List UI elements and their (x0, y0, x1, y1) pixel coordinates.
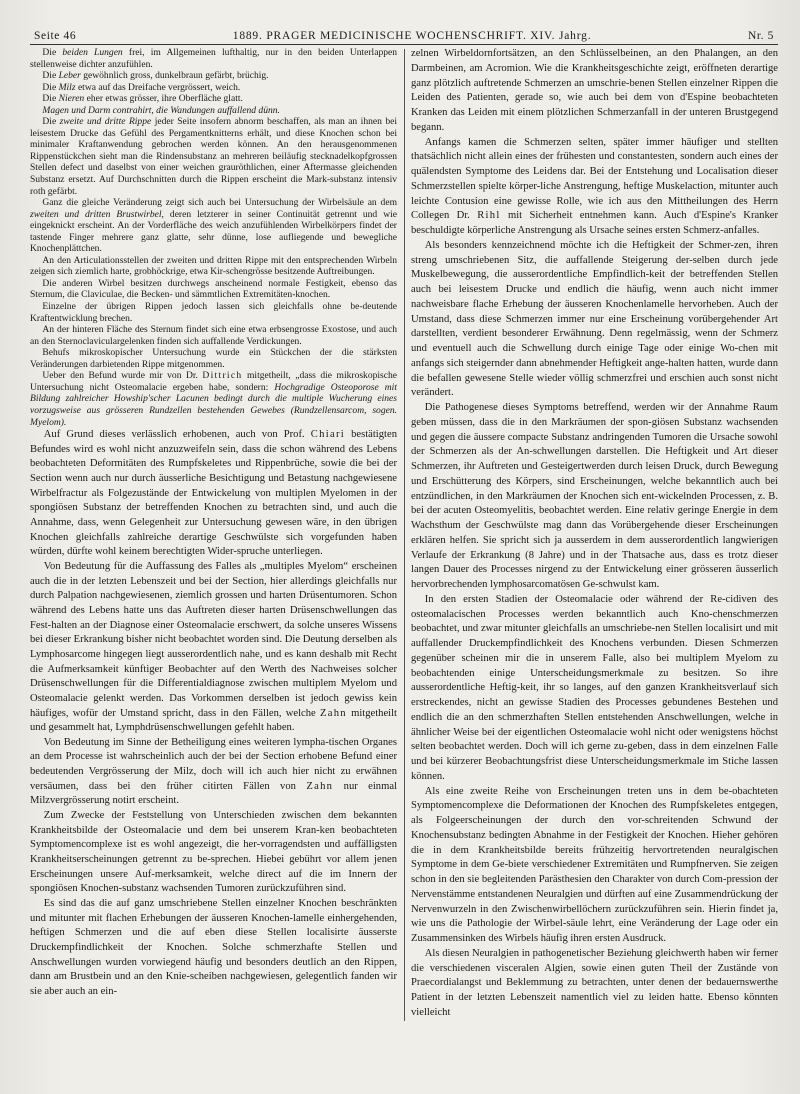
finding-ribs: Die zweite und dritte Rippe jeder Seite insofern abnorm beschaffen, als man an ihnen bei leisestem Drucke das Gefühl des Pergamentknitterns erhält, und diese Knochen schon bei minimaler Kraftanwendung gebrochen werden können. An den herausgenommenen Rippenstückchen sieht man die Rindensubstanz an mehreren beiläufig stecknadelkopfgrossen Stellen defect und daselbst von einer weichen grauröthlichen, einer Aftermasse gleichenden Substanz ersetzt. Auf Durchschnitten durch die Rippen erscheint die Mark-substanz intensiv roth gefärbt. (30, 116, 397, 197)
paragraph: Als eine zweite Reihe von Erscheinungen treten uns in dem be-obachteten Symptomencomplexe die Deformationen der Knochen des Rumpfskeletes entgegen, als Folgeerscheinungen der durch den vor-schreitenden Schwund der Knochensubstanz bedingten Abnahme in der Festigkeit der Knochen. Hieher gehören die in dem Krankheitsbilde bereits frühzeitig hervortretenden neuralgischen Symptome in dem Ge-biete verschiedener Extremitäten und Rumpfnerven. Sie zeigen schon in den sie begleitenden Parästhesien den Charakter von durch Com-pression der Nervenstämme entstandenen Neuralgien und dürften auf eine Zusammendrückung der Nervenwurzeln in den Zwischenwirbellöchern zurückzuführen sein. Hierin findet ja, wie uns die Pathologie der Wirbel-säule lehrt, eine Veränderung der Lage oder ein Zusammensinken des Wirbels häufig ihren ersten Ausdruck. (411, 785, 778, 944)
paragraph: Als diesen Neuralgien in pathogenetischer Beziehung gleichwerth haben wir ferner die verschiedenen visceralen Algien, sowie einen guten Theil der Zustände von Praecordialangst und Beklemmung zu betrachten, unter denen der bedauernswerthe Patient in der letzten Lebenszeit namentlich viel zu leiden hatte. Ebenso könnten vielleicht (411, 947, 778, 1018)
finding-spine: Ganz die gleiche Veränderung zeigt sich auch bei Untersuchung der Wirbelsäule an dem zweiten und dritten Brustwirbel, deren letzterer in seiner Continuität getrennt und wie eingeknickt erscheint. An der Vorderfläche des weich anzufühlenden Wirbelkörpers findet der tastende Finger mehrere ganz glatte, sehr dünne, lose aufliegende und bewegliche Knochenplättchen. (30, 197, 397, 255)
right-column (411, 47, 778, 1021)
paragraph: Es sind das die auf ganz umschriebene Stellen einzelner Knochen beschränkten und mitunter mit flachen Erhebungen der äusseren Knochen-lamelle einhergehenden, heftigen Schmerzen und die auf eben diese Stellen localisirte äusserste Druckempfindlichkeit der Knochen. Solche schmerzhafte Stellen und Anschwellungen wurden vorwiegend häufig und besonders deutlich an den Rippen, dann am Brustbein und an den Knie-scheiben nachgewiesen, gelegentlich fanden wir sie aber auch an ein- (30, 898, 397, 997)
page-number: Seite 46 (34, 30, 77, 42)
paragraph: Auf Grund dieses verlässlich erhobenen, auch von Prof. Chiari bestätigten Befundes wird es wohl nicht anzuzweifeln sein, dass die schon während des Lebens beobachteten Deformitäten des Rumpfskeletes und Rippenbrüche, sowie die bei der Section wenn auch nur durch äusserliche Besichtigung und Betastung nachgewiesene Wirbelfractur als Folgezustände der Entwickelung von multiplen Myelomen in der spongiösen Substanz der betreffenden Knochen zu betrachten sind, und auch die Annahme, dass, wenn Gelegenheit zur Untersuchung gewesen wäre, in den übrigen Knochen gleichfalls zahlreiche derartige Geschwülste sich vorgefunden haben würden, dürfte wohl keinem berechtigten Wider-spruche unterliegen. (30, 429, 397, 558)
paragraph: Anfangs kamen die Schmerzen selten, später immer häufiger und stellten thatsächlich nicht allein eines der frühesten und constantesten, sondern auch eines der quälendsten Symptome des Leidens dar. Bei der Entstehung und Localisation dieser Schmerzstellen spielte körper-liche Anstrengung, heftige Muskelaction, mitunter auch leichte Contusion eine gewisse Rolle, wie ich aus den Mittheilungen des Herrn Collegen Dr. Rihl mit Sicherheit entnehmen kann. Auch d'Espine's Kranker beschuldigte körperliche Anstrengung als Ursache seines ersten Schmerz-anfalles. (411, 136, 778, 236)
paragraph: In den ersten Stadien der Osteomalacie oder während der Re-cidiven des osteomalacischen Processes werden bekanntlich auch Kno-chenschmerzen beobachtet, und zwar mitunter gleichfalls an umschriebe-nen Stellen localisirt und mit auffallender Druckempfindlichkeit des Knochens verbunden. Diesen Schmerzen gegenüber scheinen mir die in unserem Falle, also bei multiplem Myelom zu beobachtenden einige Unterscheidungsmerkmale zu besitzen. So ihre ausserordentliche Heftig-keit, ihr so langes, auf den ganzen Krankheitsverlauf sich erstreckendes, nicht an gewisse Stadien des Processes gebundenes Bestehen und endlich die an den schmerzhaften Stellen entstehenden Anschwellungen, welche in ähnlicher Weise bei der eigentlichen Osteomalacie wohl nicht oder wenigstens höchst selten beobachtet werden. Doch will ich gerne zu-geben, dass in dem einzelnen Falle und bei kürzerer Beobachtungsfrist diese Unterscheidungsmerkmale im Stiche lassen können. (411, 593, 778, 782)
finding-other-ribs: Einzelne der übrigen Rippen jedoch lassen sich gleichfalls ohne be-deutende Kraftentwicklung brechen. (30, 301, 397, 324)
paragraph: Von Bedeutung für die Auffassung des Falles als „multiples Myelom“ erscheinen auch die in der letzten Lebenszeit und bei der Section, hier allerdings gleichfalls nur durch Palpation nachgewiesenen, ziemlich grossen und harten Drüsentumoren. Schon während des Lebens hatte uns das Auftreten dieser harten Drüsenschwellungen das Fest-halten an der Diagnose einer Osteomalacie erschwert, da solche unseres Wissens bei dieser Erkrankung bisher nicht beobachtet worden sind. Die Deutung derselben als Lymphosarcome hingegen liegt ausserordentlich nahe, und es kann deshalb mit Recht die Aufmerksamkeit künftiger Beobachter auf den Werth des Nachweises solcher Drüsenschwellungen für die Differentialdiagnose zwischen multiplem Myelom und Osteomalacie gelenkt werden. Das Vorkommen derselben ist jedoch gewiss kein häufiges, wofür der Umstand spricht, dass in den Fällen, welche Zahn mitgetheilt und gesammelt hat, Lymphdrüsenschwellungen gefehlt haben. (30, 560, 397, 734)
finding-diagnosis: Ueber den Befund wurde mir von Dr. Dittrich mitgetheilt, „dass die mikroskopische Untersuchung nicht Osteomalacie ergeben habe, sondern: Hochgradige Osteoporose mit Bildung zahlreicher Howship'scher Lacunen bedingt durch die multiple Wucherung eines vorzugsweise aus grösseren Rundzellen bestehenden Gewebes (Rundzellensarcom, sogen. Myelom). (30, 370, 397, 428)
finding-sternum: An der hinteren Fläche des Sternum findet sich eine etwa erbsengrosse Exostose, und auch an den Sternoclaviculargelenken finden sich auffallende Verdickungen. (30, 324, 397, 347)
finding-articulations: An den Articulationsstellen der zweiten und dritten Rippe mit den entsprechenden Wirbeln zeigen sich ziemlich harte, grobhöckrige, etwa Kir-schengrösse besitzende Auftreibungen. (30, 254, 397, 278)
finding-vertebrae: Die anderen Wirbel besitzen durchwegs anscheinend normale Festigkeit, ebenso das Sternum, die Claviculae, die Becken- und sämmtlichen Extremitäten-knochen. (30, 277, 397, 301)
autopsy-findings (30, 47, 397, 428)
finding-kidneys: Die Nieren eher etwas grösser, ihre Oberfläche glatt. (42, 93, 243, 105)
paragraph: Als besonders kennzeichnend möchte ich die Heftigkeit der Schmer-zen, ihren streng umschriebenen Sitz, die auffallende Steigerung der-selben durch jede Muskelbewegung, die ausserordentliche Empfindlich-keit der betreffenden Stellen auch bei leisestem Drucke und endlich die häufig, wenn auch nicht immer nachweisbare flache Erhebung der äusseren Knochenlamelle hervorheben. Auch der Umstand, dass diese Schmerzen immer nur eine Erscheinung vorübergehender Art darstellten, verdient besonderer Erwähnung. Denn regelmässig, wenn der Schmerz und eventuell auch die Schwellung durch einige Tage oder einige Wo-chen mit anfangs sich steigernder dann abnehmender Heftigkeit ange-halten hatten, wurde dann die befallen gewesene Stelle wieder völlig schmerzfrei und erschien auch sonst nicht verändert. (411, 239, 778, 399)
paragraph: zelnen Wirbeldornfortsätzen, an den Schlüsselbeinen, an den Phalangen, an den Darmbeinen, am Acromion. Wie die Krankheitsgeschichte zeigt, eröffneten derartige ganz plötzlich auftretende Schmerzen an umschrie-benen Stellen einzelner Rippen die Leiden des Patienten, gerade so, wie auch bei dem von d'Espine beobachteten Kranken das Leiden mit einem plötzlichen Schmerzanfall in der unteren Brustgegend begann. (411, 48, 778, 133)
finding-spleen: Die Milz etwa auf das Dreifache vergrössert, weich. (42, 81, 241, 93)
finding-microscopy: Behufs mikroskopischer Untersuchung wurde ein Stückchen der die stärksten Veränderungen darbietenden Rippe mitgenommen. (30, 347, 397, 370)
paragraph: Die Pathogenese dieses Symptoms betreffend, werden wir der Annahme Raum geben müssen, dass die in den Markräumen der spon-giösen Substanz wachsenden und gegen die äussere compacte Substanz andringenden Tumoren die Ursache sowohl der Schmerzen als der An-schwellungen darstellen. Die Heftigkeit und Art dieser Schmerzen, ihr Auftreten und Gesteigertwerden durch leisen Druck, durch Bewegung und Erschütterung des Körpers, sind Erscheinungen, welche bekanntlich auch bei entzündlichen, in den Markräumen der Knochen sich ent-wickelnden Processen, z. B. bei der acuten Osteomyelitis, beobachtet werden. Eine relativ geringe Energie in dem Wachsthum der Geschwülste mag dann das Vorübergehende dieser Erscheinungen erklären helfen. Sie spricht sich ja ausserdem in dem ausserordentlich langwierigen Verlaufe der Erkrankung (8 Jahre) und in der Thatsache aus, dass es trotz dieser langen Dauer des Processes nirgend zu der Entwickelung einer grösseren äusserlich hervorbrechenden lymphosarcomatösen Ge-schwulst kam. (411, 402, 778, 590)
left-column (30, 47, 397, 1021)
issue-number: Nr. 5 (747, 30, 774, 42)
text-columns (30, 47, 778, 1021)
discussion-left (30, 428, 397, 1000)
journal-title: 1889. PRAGER MEDICINISCHE WOCHENSCHRIFT. XIV. Jahrg. (232, 30, 592, 42)
paragraph: Zum Zwecke der Feststellung von Unterschieden zwischen dem bekannten Krankheitsbilde der Osteomalacie und dem bei unserem Kran-ken beobachteten Symptomencomplexe ist es wohl angezeigt, die her-vorragendsten und auffälligsten Krankheitserscheinungen getrennt zu be-sprechen. Hiebei gebührt vor allem jenen Erscheinungen unsere Auf-merksamkeit, welche direct auf die im Innern der spongiösen Knochen-substanz wachsenden Tumoren zurückzuführen sind. (30, 810, 397, 895)
finding-lungs: Die beiden Lungen frei, im Allgemeinen lufthaltig, nur in den beiden Unterlappen stellenweise dichter anzufühlen. (30, 47, 397, 70)
running-header (30, 30, 778, 45)
finding-liver: Die Leber gewöhnlich gross, dunkelbraun gefärbt, brüchig. (42, 70, 269, 82)
paragraph: Von Bedeutung im Sinne der Betheiligung eines weiteren lympha-tischen Organes an dem Processe ist wahrscheinlich auch der bei der Section erhobene Befund einer bedeutenden Vergrösserung der Milz, doch will ich auch hier nicht zu erwähnen versäumen, dass bei den früher citirten Fällen von Zahn nur einmal Milzvergrösserung notirt erscheint. (30, 736, 397, 807)
finding-stomach: Magen und Darm contrahirt, die Wandungen auffallend dünn. (42, 104, 280, 116)
